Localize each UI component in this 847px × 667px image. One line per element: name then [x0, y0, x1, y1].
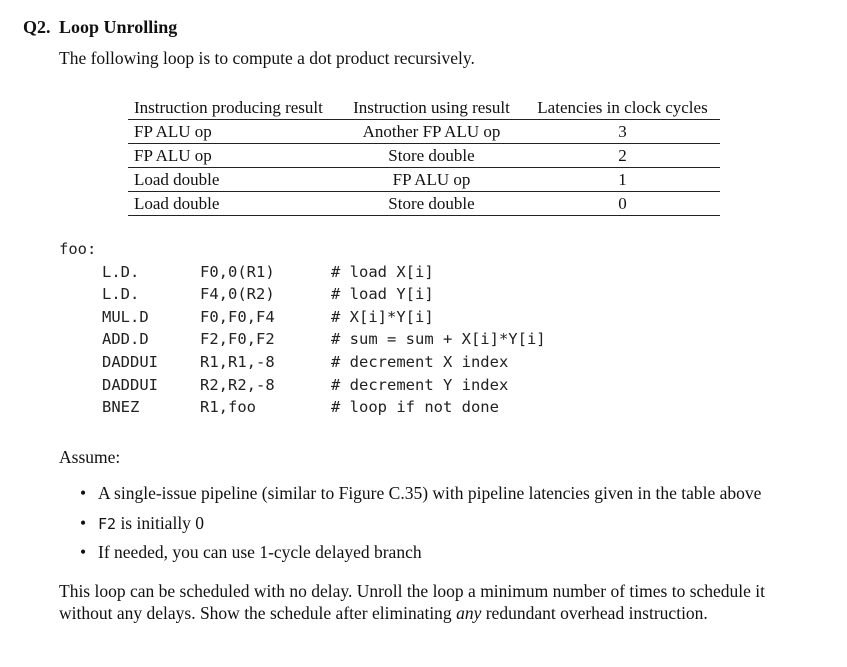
table-cell: Another FP ALU op	[338, 120, 525, 144]
code-operands: R1,R1,-8	[200, 352, 275, 371]
code-operands: F4,0(R2)	[200, 285, 275, 304]
closing-emphasis: any	[456, 603, 482, 623]
closing-text-end: redundant overhead instruction.	[481, 603, 708, 623]
question-title-text: Loop Unrolling	[59, 17, 178, 37]
question-title	[23, 17, 177, 38]
code-opcode: L.D.	[102, 262, 140, 281]
assumption-text: If needed, you can use 1-cycle delayed branch	[98, 542, 422, 562]
bullet-icon: •	[80, 512, 87, 533]
assumption-text: is initially 0	[116, 512, 205, 533]
code-line	[59, 396, 499, 419]
code-opcode: DADDUI	[102, 352, 158, 371]
assumption-text: A single-issue pipeline (similar to Figure C.35) with pipeline latencies given in the table above	[98, 483, 762, 503]
table-cell: Load double	[128, 192, 338, 216]
table-row	[128, 168, 720, 192]
code-opcode: MUL.D	[102, 307, 149, 326]
code-comment: # X[i]*Y[i]	[331, 307, 434, 326]
table-cell: FP ALU op	[128, 120, 338, 144]
table-row	[128, 120, 720, 144]
code-comment: # decrement X index	[331, 352, 509, 371]
table-cell: 1	[525, 168, 720, 192]
table-header-row	[128, 96, 720, 120]
code-label: foo:	[59, 240, 97, 258]
table-cell: 3	[525, 120, 720, 144]
closing-text: This loop can be scheduled with no delay. Unroll the loop a minimum number of times to schedule it without any delays. Show the schedule after eliminating	[59, 581, 766, 623]
code-operands: R1,foo	[200, 398, 256, 417]
code-line	[59, 261, 434, 284]
code-comment: # loop if not done	[331, 398, 499, 417]
list-item	[80, 541, 761, 571]
table-header: Instruction using result	[353, 98, 510, 117]
table-cell: Load double	[128, 168, 338, 192]
code-opcode: ADD.D	[102, 330, 149, 349]
question-number: Q2.	[23, 17, 51, 37]
register-code: F2	[98, 514, 117, 533]
table-cell: Store double	[338, 192, 525, 216]
code-comment: # sum = sum + X[i]*Y[i]	[331, 330, 546, 349]
table-cell: Store double	[338, 144, 525, 168]
code-comment: # decrement Y index	[331, 375, 509, 394]
table-cell: 2	[525, 144, 720, 168]
code-line	[59, 374, 509, 397]
list-item	[80, 482, 761, 512]
code-block	[59, 238, 546, 419]
code-opcode: L.D.	[102, 285, 140, 304]
table-row	[128, 192, 720, 216]
table-cell: 0	[525, 192, 720, 216]
code-opcode: BNEZ	[102, 398, 140, 417]
table-cell: FP ALU op	[338, 168, 525, 192]
code-line	[59, 351, 509, 374]
bullet-icon: •	[80, 542, 87, 562]
code-line	[59, 328, 546, 351]
list-item	[80, 512, 761, 542]
closing-paragraph	[59, 580, 819, 624]
intro-text: The following loop is to compute a dot product recursively.	[59, 48, 475, 68]
code-comment: # load X[i]	[331, 262, 434, 281]
table-header: Instruction producing result	[134, 98, 323, 117]
table-header: Latencies in clock cycles	[537, 98, 708, 117]
code-line	[59, 283, 434, 306]
code-opcode: DADDUI	[102, 375, 158, 394]
table-row	[128, 144, 720, 168]
bullet-icon: •	[80, 483, 87, 503]
code-operands: F2,F0,F2	[200, 330, 275, 349]
code-comment: # load Y[i]	[331, 285, 434, 304]
assume-heading: Assume:	[59, 447, 121, 467]
code-operands: R2,R2,-8	[200, 375, 275, 394]
table-cell: FP ALU op	[128, 144, 338, 168]
code-operands: F0,0(R1)	[200, 262, 275, 281]
latency-table	[128, 96, 720, 216]
code-operands: F0,F0,F4	[200, 307, 275, 326]
assumption-list	[80, 482, 761, 571]
code-line	[59, 306, 434, 329]
